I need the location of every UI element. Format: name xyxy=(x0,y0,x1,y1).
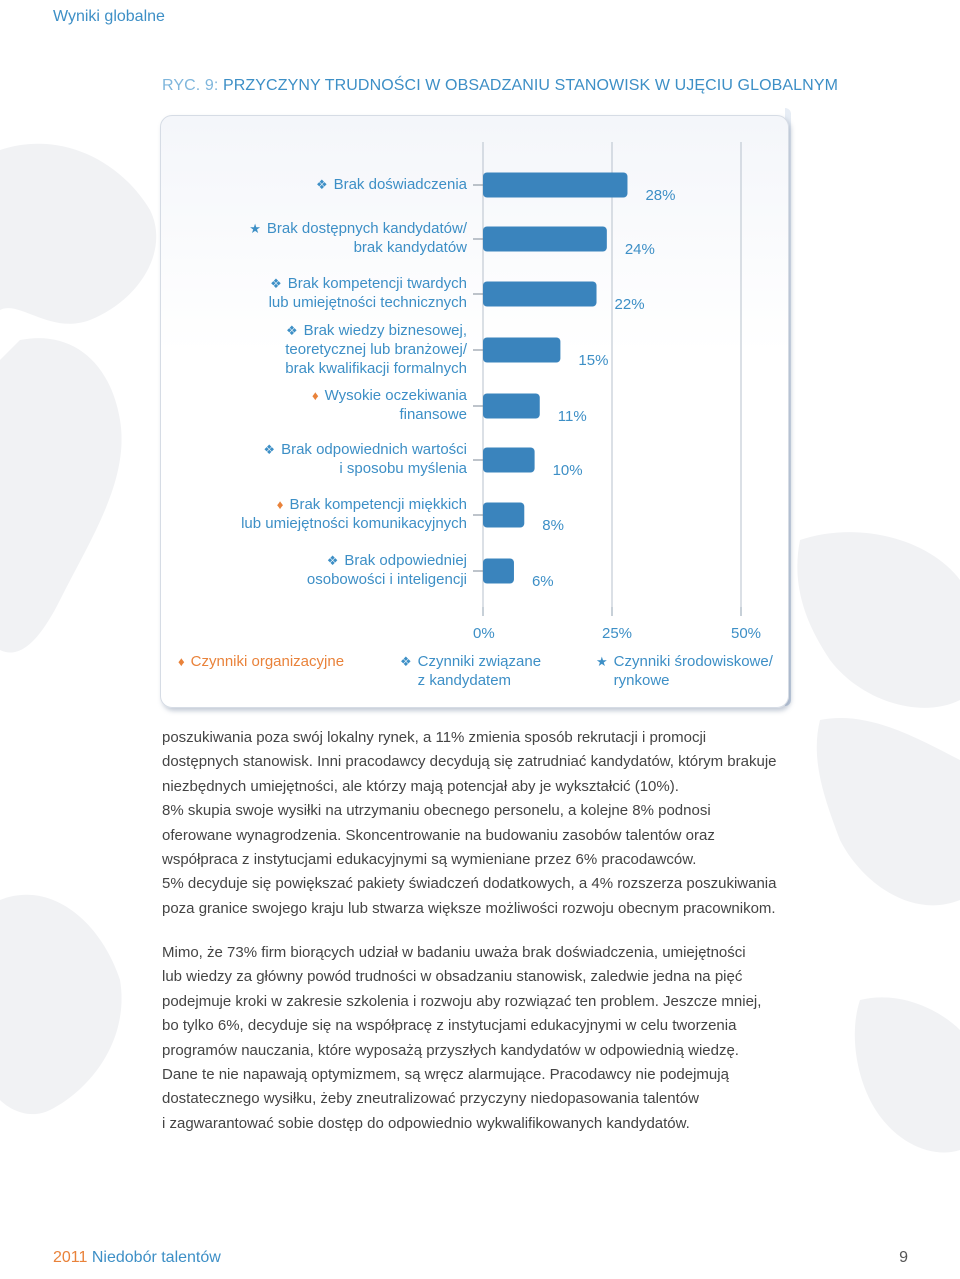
legend-label-line: Czynniki organizacyjne xyxy=(190,653,345,670)
category-label-line xyxy=(269,274,467,293)
category-label-text: i sposobu myślenia xyxy=(339,460,467,477)
bar-7 xyxy=(483,559,514,584)
category-label-text: Brak dostępnych kandydatów/ xyxy=(266,220,467,237)
bar-0 xyxy=(483,173,627,198)
clover-icon: ❖ xyxy=(263,442,276,457)
category-label-7 xyxy=(307,551,467,589)
body-line: Mimo, że 73% firm biorących udział w badaniu uważa brak doświadczenia, umiejętności xyxy=(162,944,746,961)
category-label-line xyxy=(285,359,467,378)
category-label-line xyxy=(241,514,467,533)
value-label-7: 6% xyxy=(531,573,554,590)
bar-2 xyxy=(483,282,597,307)
category-label-line xyxy=(249,238,467,257)
category-label-line xyxy=(285,321,467,340)
body-line: niezbędnych umiejętności, ale którzy mają potencjał aby je wykształcić (10%). xyxy=(162,777,679,795)
category-label-text: Brak kompetencji twardych xyxy=(287,275,467,292)
clover-icon: ❖ xyxy=(326,553,339,568)
legend-label-line: rynkowe xyxy=(613,672,670,689)
x-tick-label-0: 0% xyxy=(473,625,495,642)
category-label-1 xyxy=(249,219,467,257)
bar-5 xyxy=(483,448,535,473)
legend-label xyxy=(191,652,344,671)
body-line: bo tylko 6%, decyduje się na współpracę z instytucjami edukacyjnymi w celu tworzenia xyxy=(162,1017,737,1035)
body-line: podejmuje kroki w zakresie szkolenia i rozwoju aby rozwiązać ten problem. Jeszcze mniej, xyxy=(162,992,762,1010)
category-label-text: Brak doświadczenia xyxy=(333,175,467,193)
legend-label-line: z kandydatem xyxy=(417,672,512,689)
value-label-0: 28% xyxy=(645,187,676,204)
category-label-text: osobowości i inteligencji xyxy=(306,571,467,588)
star-icon: ★ xyxy=(596,654,608,669)
legend-item-environmental xyxy=(596,652,773,690)
clover-icon: ❖ xyxy=(285,322,298,338)
bar-1 xyxy=(483,227,607,252)
category-label-text: lub umiejętności technicznych xyxy=(268,294,467,311)
category-label-line xyxy=(263,440,467,459)
clover-icon: ❖ xyxy=(400,654,412,669)
body-line: programów nauczania, które wyposażą przyszłych kandydatów w odpowiednią wiedzę. xyxy=(162,1041,739,1059)
category-label-text: Brak wiedzy biznesowej, xyxy=(303,321,467,339)
legend-label-line: Czynniki środowiskowe/ xyxy=(613,653,773,670)
footer-title: Niedobór talentów xyxy=(91,1249,221,1266)
category-label-4 xyxy=(312,386,467,424)
category-label-text: finansowe xyxy=(399,406,467,423)
body-line: Dane te nie napawają optymizmem, są wręcz alarmujące. Pracodawcy nie podejmują xyxy=(162,1066,729,1084)
category-label-line xyxy=(285,340,467,359)
value-label-5: 10% xyxy=(552,462,583,479)
x-tick-label-2: 50% xyxy=(731,625,762,642)
category-label-line xyxy=(307,551,467,570)
category-label-text: brak kwalifikacji formalnych xyxy=(285,359,467,377)
section-header: Wyniki globalne xyxy=(53,8,165,25)
bar-6 xyxy=(483,503,524,528)
category-label-line xyxy=(312,386,467,405)
body-line: dostatecznego wysiłku, żeby zneutralizować przyczyny niedopasowania talentów xyxy=(162,1090,699,1108)
value-label-3: 15% xyxy=(578,352,609,369)
figure-title-text: PRZYCZYNY TRUDNOŚCI W OBSADZANIU STANOWISK W UJĘCIU GLOBALNYM xyxy=(222,77,839,94)
page-number: 9 xyxy=(899,1249,908,1266)
body-line: 5% decyduje się powiększać pakiety świadczeń dodatkowych, a 4% rozszerza poszukiwania xyxy=(162,875,777,893)
value-label-1: 24% xyxy=(624,241,655,258)
diamond-icon: ♦ xyxy=(276,497,284,512)
legend-item-organizational xyxy=(178,652,344,671)
diamond-icon: ♦ xyxy=(311,388,319,403)
category-label-text: Brak odpowiednich wartości xyxy=(281,441,467,458)
star-icon: ★ xyxy=(249,221,261,236)
category-label-text: Wysokie oczekiwania xyxy=(324,387,467,404)
footer-year: 2011 xyxy=(53,1249,88,1266)
category-label-text: Brak kompetencji miękkich xyxy=(289,496,467,513)
body-paragraph-1 xyxy=(162,726,812,921)
legend-label xyxy=(614,652,773,690)
body-line: 8% skupia swoje wysiłki na utrzymaniu obecnego personelu, a kolejne 8% podnosi xyxy=(162,802,711,820)
category-label-0 xyxy=(316,175,467,194)
category-label-6 xyxy=(241,495,467,533)
category-label-line xyxy=(269,293,467,312)
body-paragraph-2 xyxy=(162,941,812,1136)
category-label-line xyxy=(312,405,467,424)
clover-icon: ❖ xyxy=(270,276,282,291)
category-label-line xyxy=(241,495,467,514)
legend-label xyxy=(418,652,541,690)
category-label-line xyxy=(316,175,467,194)
category-label-line xyxy=(263,459,467,478)
body-line: i zagwarantować sobie dostęp do odpowiednio wykwalifikowanych kandydatów. xyxy=(162,1114,690,1132)
body-line: poszukiwania poza swój lokalny rynek, a 11% zmienia sposób rekrutacji i promocji xyxy=(162,729,707,746)
category-label-line xyxy=(249,219,467,238)
value-label-2: 22% xyxy=(614,296,645,313)
category-label-text: brak kandydatów xyxy=(353,239,467,256)
category-label-text: lub umiejętności komunikacyjnych xyxy=(241,515,467,532)
legend-item-candidate xyxy=(400,652,541,690)
category-label-5 xyxy=(263,440,467,478)
category-label-2 xyxy=(269,274,467,312)
body-line: oferowane wynagrodzenia. Skoncentrowanie na budowaniu zasobów talentów oraz xyxy=(162,826,715,844)
body-line: poza granice swojego kraju lub stwarza większe możliwości rozwoju obecnym pracownikom. xyxy=(162,899,776,917)
value-label-6: 8% xyxy=(542,517,564,534)
diamond-icon: ♦ xyxy=(178,654,185,669)
clover-icon: ❖ xyxy=(315,176,328,192)
value-label-4: 11% xyxy=(557,408,587,425)
x-tick-label-1: 25% xyxy=(602,625,633,642)
bar-3 xyxy=(483,338,560,363)
category-label-line xyxy=(307,570,467,589)
body-line: współpraca z instytucjami edukacyjnymi są wymieniane przez 6% pracodawców. xyxy=(162,851,697,869)
body-line: lub wiedzy za główny powód trudności w obsadzaniu stanowisk, zaledwie jedna na pięć xyxy=(162,968,743,986)
category-label-text: teoretycznej lub branżowej/ xyxy=(285,340,467,358)
category-label-3 xyxy=(285,321,467,378)
bar-4 xyxy=(483,394,540,419)
category-label-text: Brak odpowiedniej xyxy=(344,552,467,569)
body-line: dostępnych stanowisk. Inni pracodawcy decydują się zatrudniać kandydatów, którym brakuje xyxy=(162,753,777,771)
legend-label-line: Czynniki związane xyxy=(417,653,542,670)
figure-number: RYC. 9: xyxy=(162,77,219,94)
